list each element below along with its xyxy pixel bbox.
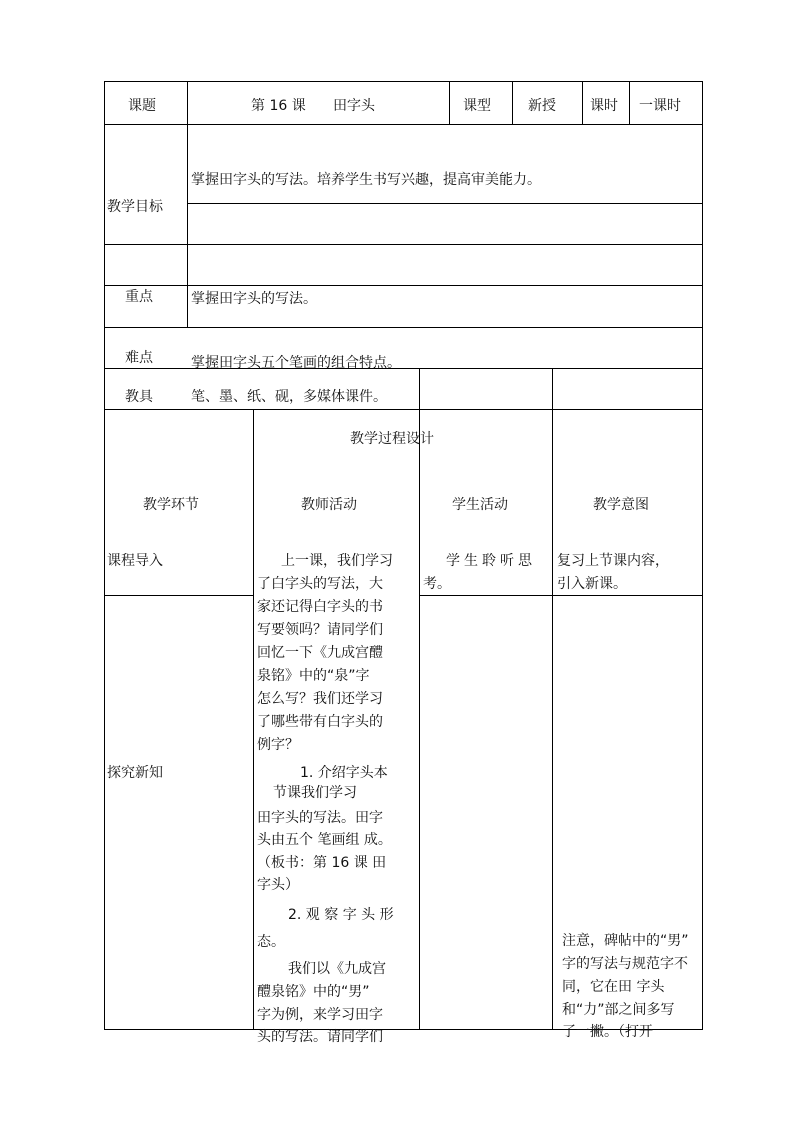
explore-teacher-a-6: 了哪些带有白字头的 [257,714,383,730]
difficulty-value: 掌握田字头五个笔画的组合特点。 [191,355,401,371]
col-teacher-header: 教师活动 [301,497,357,513]
step2-line-6: 头的写法。请同学们 [257,1029,383,1045]
explore-teacher-a-3: 回忆一下《九成宫醴 [257,645,383,661]
rule-goal-1 [187,203,703,204]
intro-student-line-1: 学生聆听思 [446,553,536,569]
explore-intent-line-2: 字的写法与规范字不 [562,956,688,972]
rule-goal-2 [104,244,703,245]
rule-hours-label [582,81,583,125]
step1-line-6: 字头） [257,877,299,893]
rule-right [702,81,703,1030]
col-stage-header: 教学环节 [143,497,199,513]
type-label: 课型 [463,98,491,114]
intro-teacher-line-1: 上一课，我们学习 [281,553,393,569]
rule-header-bottom [104,124,703,125]
explore-intent-line-1: 注意，碑帖中的“男” [562,933,689,949]
explore-teacher-a-7: 例字？ [257,737,299,753]
step1-line-4: 头由五个 笔画组 成。 [257,832,392,848]
rule-col-intent [552,368,553,1030]
explore-stage: 探究新知 [107,765,163,781]
explore-teacher-a-1: 家还记得白字头的书 [257,599,383,615]
intro-student-line-2: 考。 [423,576,451,592]
type-value: 新授 [528,98,556,114]
explore-teacher-a-4: 泉铭》中的“泉”字 [257,668,370,684]
intro-stage: 课程导入 [107,553,163,569]
step2-line-3: 我们以《九成宫 [288,961,386,977]
step1-line-2: 节课我们学习 [273,785,357,801]
keypoint-label: 重点 [125,289,153,305]
col-intent-header: 教学意图 [593,497,649,513]
rule-col-teacher [253,409,254,1030]
step1-title: 1. 介绍字头本 [300,765,388,781]
step1-line-5: （板书：第 16 课 田 [257,855,387,871]
goals-label: 教学目标 [107,199,163,215]
rule-label-col [187,81,188,328]
rule-type-value [512,81,513,125]
rule-hours-value [629,81,630,125]
topic-value: 第 16 课 [251,98,306,114]
goals-line-1: 掌握田字头的写法。培养学生书写兴趣，提高审美能力。 [191,172,541,188]
rule-intro-bottom [104,595,254,596]
topic-name: 田字头 [333,98,375,114]
step2-line-2: 态。 [257,934,285,950]
col-student-header: 学生活动 [452,497,508,513]
step2-line-5: 字为例，来学习田字 [257,1007,383,1023]
explore-intent-line-5: 了一撇。（打开 [562,1024,653,1040]
intro-teacher-line-2: 了白字头的写法，大 [257,576,383,592]
intro-intent-line-1: 复习上节课内容， [557,553,669,569]
explore-intent-line-4: 和“力”部之间多写 [562,1002,675,1018]
explore-teacher-a-5: 怎么写？我们还学习 [257,691,383,707]
rule-tools-bottom [104,409,703,410]
rule-type-label [449,81,450,125]
intro-intent-line-2: 引入新课。 [557,576,627,592]
rule-keypoint-bottom [104,327,703,328]
step2-title: 2. 观 察 字 头 形 [288,907,394,923]
explore-teacher-a-2: 写要领吗？请同学们 [257,622,383,638]
rule-left [104,81,105,1030]
step2-line-4: 醴泉铭》中的“男” [257,984,370,1000]
tools-label: 教具 [125,389,153,405]
explore-intent-line-3: 同，它在田 字头 [562,979,665,995]
keypoint-value: 掌握田字头的写法。 [191,291,317,307]
rule-top [104,81,703,82]
difficulty-label: 难点 [125,350,153,366]
rule-col-student [419,368,420,1030]
rule-key [104,285,703,286]
step1-line-3: 田字头的写法。田字 [257,810,383,826]
topic-label: 课题 [128,98,156,114]
hours-label: 课时 [590,98,618,114]
tools-value: 笔、墨、纸、砚，多媒体课件。 [191,389,387,405]
process-title: 教学过程设计 [350,431,434,447]
hours-value: 一课时 [639,98,681,114]
